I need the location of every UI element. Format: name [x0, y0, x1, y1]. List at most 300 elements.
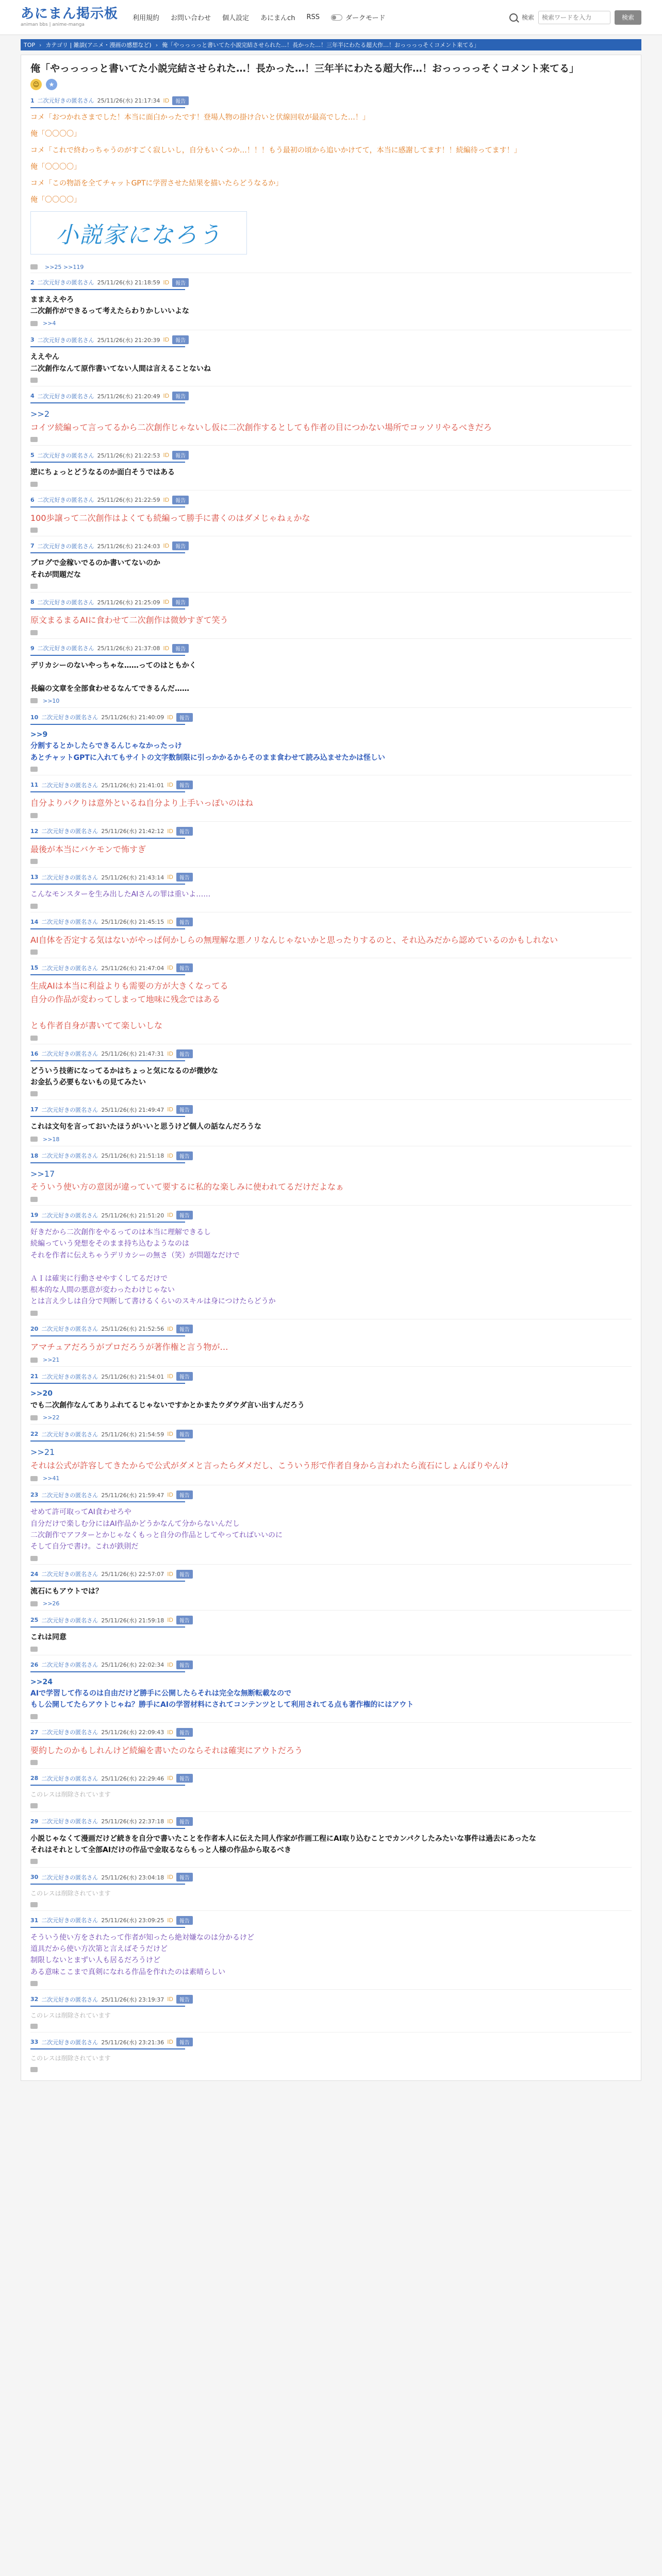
breadcrumb-separator: ›: [155, 41, 158, 48]
site-header: [0, 0, 662, 35]
post-footer: [30, 2024, 632, 2029]
post-id[interactable]: ID: [167, 1775, 173, 1782]
post-id[interactable]: ID: [163, 97, 170, 104]
post-number[interactable]: 22: [30, 1431, 39, 1438]
post-date: 25/11/26(水) 21:37:08: [97, 645, 160, 652]
post-number[interactable]: 11: [30, 782, 39, 789]
report-button[interactable]: 報告: [176, 1916, 193, 1925]
like-icon[interactable]: [30, 1358, 38, 1363]
reply-anchor[interactable]: >>2: [30, 409, 49, 419]
post-date: 25/11/26(水) 21:59:18: [101, 1617, 164, 1624]
post-date: 25/11/26(水) 21:41:01: [101, 782, 164, 789]
poster-name: 二次元好きの匿名さん: [41, 1492, 98, 1499]
post-body: >>17 そういう使い方の意図が違っていて要するに私的な楽しみに使われてるだけだよなぁ: [30, 1168, 344, 1192]
poster-name: 二次元好きの匿名さん: [41, 2039, 98, 2046]
post-body: 逆にちょっとどうなるのか面白そうではある: [30, 468, 175, 477]
post-id[interactable]: ID: [163, 645, 170, 652]
post-divider: [30, 1927, 185, 1928]
post-item: [30, 1146, 632, 1205]
post-body: AI自体を否定する気はないがやっぱ何かしらの無理解な悪ノリなんじゃないかと思ったりするのと、それ込みだから認めているのかもしれない: [30, 935, 558, 945]
thread-card: [21, 55, 641, 2081]
reply-links[interactable]: >>22: [43, 1414, 60, 1421]
post-id[interactable]: ID: [167, 1728, 173, 1736]
report-button[interactable]: 報告: [176, 918, 193, 926]
report-button[interactable]: 報告: [176, 781, 193, 789]
post-item: [30, 958, 632, 1043]
search-button[interactable]: 検索: [615, 10, 641, 25]
poster-name: 二次元好きの匿名さん: [41, 1153, 98, 1160]
like-icon[interactable]: [30, 1036, 38, 1041]
like-icon[interactable]: [30, 1859, 38, 1864]
like-icon[interactable]: [30, 1803, 38, 1808]
like-icon[interactable]: [30, 2024, 38, 2029]
poster-name: 二次元好きの匿名さん: [37, 97, 94, 105]
post-meta: [30, 1817, 632, 1826]
post-footer: [30, 698, 632, 704]
report-button[interactable]: 報告: [172, 392, 189, 400]
post-meta: [30, 781, 632, 789]
post-id[interactable]: ID: [167, 1050, 173, 1057]
post-date: 25/11/26(水) 22:57:07: [101, 1571, 164, 1578]
post-number[interactable]: 29: [30, 1818, 39, 1825]
breadcrumb-separator: ›: [39, 41, 42, 48]
like-icon[interactable]: [30, 1556, 38, 1561]
toggle-icon[interactable]: [331, 14, 342, 21]
post-id[interactable]: ID: [167, 827, 173, 835]
post-number[interactable]: 7: [30, 543, 35, 550]
post-date: 25/11/26(水) 23:21:36: [101, 2039, 164, 2046]
report-button[interactable]: 報告: [172, 451, 189, 460]
reaction-icon[interactable]: ☺: [30, 79, 42, 90]
top-nav: [133, 12, 385, 22]
poster-name: 二次元好きの匿名さん: [41, 1729, 98, 1736]
post-number[interactable]: 17: [30, 1106, 39, 1113]
post-id[interactable]: ID: [167, 1431, 173, 1438]
like-icon[interactable]: [30, 630, 38, 635]
post-date: 25/11/26(水) 21:18:59: [97, 279, 160, 286]
post-item: [30, 1768, 632, 1811]
post-number[interactable]: 24: [30, 1570, 39, 1578]
breadcrumb-category[interactable]: カテゴリ | 雑談(アニメ・漫画の感想など): [45, 42, 152, 48]
like-icon[interactable]: [30, 321, 38, 326]
post-divider: [30, 1581, 185, 1582]
post-meta: [30, 963, 632, 972]
post-number[interactable]: 21: [30, 1373, 39, 1380]
report-button[interactable]: 報告: [172, 96, 189, 105]
like-icon[interactable]: [30, 904, 38, 909]
post-footer: [30, 1197, 632, 1202]
post-id[interactable]: ID: [167, 1212, 173, 1218]
post-item: [30, 1811, 632, 1868]
post-number[interactable]: 18: [30, 1152, 39, 1159]
post-id[interactable]: ID: [167, 1570, 173, 1578]
post-footer: [30, 1600, 632, 1607]
like-icon[interactable]: [30, 1311, 38, 1316]
poster-name: 二次元好きの匿名さん: [37, 452, 94, 459]
post-meta: [30, 278, 632, 287]
like-icon[interactable]: [30, 1760, 38, 1765]
post-meta: [30, 1325, 632, 1333]
like-icon[interactable]: [30, 1902, 38, 1907]
post-date: 25/11/26(水) 22:29:46: [101, 1775, 164, 1782]
post-divider: [30, 462, 185, 463]
post-date: 25/11/26(水) 22:02:34: [101, 1662, 164, 1669]
nav-animanch[interactable]: あにまんch: [260, 14, 295, 22]
post-date: 25/11/26(水) 21:54:01: [101, 1373, 164, 1380]
post-number[interactable]: 1: [30, 97, 35, 104]
reply-links[interactable]: >>21: [43, 1357, 60, 1364]
post-footer: [30, 630, 632, 635]
post-number[interactable]: 13: [30, 874, 39, 881]
report-button[interactable]: 報告: [172, 541, 189, 550]
nav-terms[interactable]: 利用規約: [133, 14, 160, 22]
post-divider: [30, 1335, 185, 1336]
dark-mode-toggle[interactable]: [331, 12, 385, 22]
post-id[interactable]: ID: [163, 393, 170, 400]
reply-links[interactable]: >>10: [43, 697, 60, 704]
like-icon[interactable]: [30, 859, 38, 864]
post-id[interactable]: ID: [167, 1917, 173, 1924]
post-item: [30, 592, 632, 638]
post-number[interactable]: 27: [30, 1728, 39, 1736]
post-number[interactable]: 6: [30, 496, 35, 503]
report-button[interactable]: 報告: [176, 1774, 193, 1783]
report-button[interactable]: 報告: [176, 1728, 193, 1737]
post-number[interactable]: 32: [30, 1996, 39, 2003]
like-icon[interactable]: [30, 813, 38, 818]
post-divider: [30, 1884, 185, 1885]
post-id[interactable]: ID: [163, 279, 170, 286]
poster-name: 二次元好きの匿名さん: [41, 1326, 98, 1333]
like-icon[interactable]: [30, 950, 38, 955]
reply-anchor[interactable]: >>24: [30, 1677, 53, 1686]
breadcrumb-top[interactable]: TOP: [24, 41, 36, 48]
report-button[interactable]: 報告: [176, 1049, 193, 1058]
post-divider: [30, 791, 185, 792]
post-divider: [30, 107, 185, 108]
post-number[interactable]: 10: [30, 714, 39, 721]
post-date: 25/11/26(水) 23:19:37: [101, 1996, 164, 2003]
report-button[interactable]: 報告: [176, 963, 193, 972]
post-id[interactable]: ID: [167, 1325, 173, 1332]
like-icon[interactable]: [30, 264, 38, 269]
post-body: アマチュアだろうがプロだろうが著作権と言う物が…: [30, 1342, 228, 1352]
post-id[interactable]: ID: [167, 2039, 173, 2046]
post-date: 25/11/26(水) 21:43:14: [101, 874, 164, 881]
post-meta: [30, 918, 632, 926]
post-meta: [30, 2038, 632, 2046]
post-id[interactable]: ID: [167, 1492, 173, 1499]
report-button[interactable]: 報告: [172, 278, 189, 287]
poster-name: 二次元好きの匿名さん: [41, 964, 98, 972]
report-button[interactable]: 報告: [176, 1325, 193, 1333]
post-id[interactable]: ID: [167, 1874, 173, 1881]
nav-settings[interactable]: 個人設定: [222, 14, 250, 22]
like-icon[interactable]: [30, 1197, 38, 1202]
post-item: [30, 1319, 632, 1367]
poster-name: 二次元好きの匿名さん: [41, 1818, 98, 1825]
post-date: 25/11/26(水) 21:47:04: [101, 964, 164, 972]
report-button[interactable]: 報告: [176, 1151, 193, 1160]
report-button[interactable]: 報告: [172, 335, 189, 344]
post-number[interactable]: 20: [30, 1325, 39, 1332]
post-divider: [30, 552, 185, 553]
post-id[interactable]: ID: [167, 1617, 173, 1624]
post-meta: [30, 335, 632, 344]
like-icon[interactable]: [30, 698, 38, 703]
post-footer: [30, 320, 632, 327]
like-icon[interactable]: [30, 1601, 38, 1606]
poster-name: 二次元好きの匿名さん: [41, 919, 98, 926]
post-body: 流石にもアウトでは？: [30, 1587, 103, 1596]
post-meta: [30, 827, 632, 836]
post-item: [30, 1424, 632, 1485]
post-body: このレスは削除されています: [30, 2055, 111, 2062]
post-number[interactable]: 31: [30, 1917, 39, 1924]
post-body: >>21 それは公式が許容してきたからで公式がダメと言ったらダメだし、こういう形で作者自身から言われたら流石にしょんぼりやんけ: [30, 1447, 509, 1470]
post-item: [30, 536, 632, 592]
report-button[interactable]: 報告: [176, 1570, 193, 1579]
report-button[interactable]: 報告: [176, 1430, 193, 1438]
poster-name: 二次元好きの匿名さん: [37, 497, 94, 504]
post-date: 25/11/26(水) 21:47:31: [101, 1050, 164, 1058]
post-id[interactable]: ID: [167, 1661, 173, 1668]
post-id[interactable]: ID: [163, 452, 170, 459]
post-meta: [30, 1873, 632, 1882]
post-item: [30, 1655, 632, 1722]
post-number[interactable]: 8: [30, 599, 35, 606]
op-line: コメ「これで終わっちゃうのがすごく寂しいし，自分もいくつか…！！！もう最初の頃から追いかけてて，本当に感謝してます！！続編待ってます！」: [30, 146, 521, 155]
bookmark-icon[interactable]: ★: [46, 79, 57, 90]
reply-links[interactable]: >>18: [43, 1136, 60, 1143]
post-footer: [30, 1760, 632, 1765]
op-line: 俺「〇〇〇〇」: [30, 162, 81, 171]
report-button[interactable]: 報告: [176, 1995, 193, 2004]
report-button[interactable]: 報告: [176, 1211, 193, 1219]
post-meta: [30, 1616, 632, 1624]
report-button[interactable]: 報告: [172, 644, 189, 653]
like-icon[interactable]: [30, 2067, 38, 2072]
poster-name: 二次元好きの匿名さん: [41, 714, 98, 721]
post-number[interactable]: 25: [30, 1617, 39, 1624]
post-footer: [30, 2067, 632, 2072]
like-icon[interactable]: [30, 1137, 38, 1142]
report-button[interactable]: 報告: [176, 1105, 193, 1114]
post-number[interactable]: 26: [30, 1661, 39, 1668]
post-item: [30, 386, 632, 445]
like-icon[interactable]: [30, 1647, 38, 1652]
op-body: [30, 112, 632, 206]
post-divider: [30, 1060, 185, 1061]
post-divider: [30, 1116, 185, 1117]
like-icon[interactable]: [30, 378, 38, 383]
post-id[interactable]: ID: [167, 1996, 173, 2003]
post-list: [30, 273, 632, 2075]
post-divider: [30, 1785, 185, 1786]
post-id[interactable]: ID: [163, 599, 170, 606]
post-divider: [30, 1383, 185, 1384]
post-footer: [30, 1036, 632, 1041]
post-item: [30, 1366, 632, 1424]
post-item: [30, 490, 632, 536]
post-meta: [30, 873, 632, 882]
report-button[interactable]: 報告: [176, 1372, 193, 1381]
reply-anchor[interactable]: >>17: [30, 1168, 55, 1179]
poster-name: 二次元好きの匿名さん: [37, 645, 94, 652]
report-button[interactable]: 報告: [176, 2038, 193, 2046]
post-date: 25/11/26(水) 23:09:25: [101, 1917, 164, 1924]
post-footer: [30, 1803, 632, 1808]
poster-name: 二次元好きの匿名さん: [41, 1571, 98, 1578]
poster-name: 二次元好きの匿名さん: [37, 393, 94, 400]
post-number[interactable]: 28: [30, 1775, 39, 1782]
like-icon[interactable]: [30, 767, 38, 772]
poster-name: 二次元好きの匿名さん: [37, 336, 94, 344]
report-button[interactable]: 報告: [176, 1817, 193, 1826]
post-meta: [30, 1105, 632, 1114]
post-body: 原文まるまるAIに食わせて二次創作は微妙すぎて笑う: [30, 615, 228, 625]
reply-anchor[interactable]: >>9: [30, 730, 48, 739]
op-footer: [30, 264, 632, 270]
post-number[interactable]: 4: [30, 393, 35, 400]
search-input[interactable]: [538, 11, 610, 24]
post-body: どういう技術になってるかはちょっと気になるのが微妙な お金払う必要もないもの見てみたい: [30, 1066, 218, 1087]
post-meta: [30, 598, 632, 606]
post-id[interactable]: ID: [167, 1106, 173, 1113]
post-footer: [30, 1556, 632, 1561]
post-id[interactable]: ID: [163, 496, 170, 503]
post-meta: [30, 1490, 632, 1499]
post-footer: [30, 482, 632, 487]
op-line: 俺「〇〇〇〇」: [30, 195, 81, 204]
post-date: 25/11/26(水) 21:20:49: [97, 393, 160, 400]
post-number[interactable]: 12: [30, 827, 39, 835]
op-meta: [30, 96, 632, 105]
post-meta: [30, 451, 632, 460]
post-id[interactable]: ID: [167, 1373, 173, 1380]
post-id[interactable]: ID: [167, 714, 173, 721]
post-number[interactable]: 33: [30, 2039, 39, 2046]
like-icon[interactable]: [30, 437, 38, 442]
post-number[interactable]: 19: [30, 1212, 39, 1218]
report-button[interactable]: 報告: [176, 1616, 193, 1624]
post-body: 生成AIは本当に利益よりも需要の方が大きくなってる 自分の作品が変わってしまって地味に残念ではある とも作者自身が書いてて楽しいしな: [30, 981, 228, 1031]
post-divider: [30, 2006, 185, 2007]
post-divider: [30, 1222, 185, 1223]
post-meta: [30, 1660, 632, 1669]
post-body: これは同意: [30, 1633, 67, 1642]
post-id[interactable]: ID: [167, 918, 173, 925]
report-button[interactable]: 報告: [176, 1660, 193, 1669]
poster-name: 二次元好きの匿名さん: [41, 1050, 98, 1058]
post-divider: [30, 884, 185, 885]
report-button[interactable]: 報告: [172, 496, 189, 504]
post-body: >>2 コイツ続編って言ってるから二次創作じゃないし仮に二次創作するとしても作者の目につかない場所でコッソリやるべきだろ: [30, 409, 492, 432]
post-body: ままええやろ 二次創作ができるって考えたらわりかしいいよな: [30, 295, 189, 316]
post-footer: [30, 1714, 632, 1719]
reply-links[interactable]: >>4: [43, 320, 56, 327]
post-id[interactable]: ID: [163, 336, 170, 344]
nav-rss[interactable]: RSS: [306, 13, 320, 21]
report-button[interactable]: 報告: [176, 1490, 193, 1499]
post-id[interactable]: ID: [163, 543, 170, 550]
report-button[interactable]: 報告: [176, 873, 193, 882]
post-number[interactable]: 2: [30, 279, 35, 286]
like-icon[interactable]: [30, 1476, 38, 1481]
post-id[interactable]: ID: [167, 1152, 173, 1159]
post-meta: [30, 1151, 632, 1160]
nav-contact[interactable]: お問い合わせ: [171, 14, 211, 22]
logo-text: あにまん掲示板: [21, 6, 119, 22]
narou-banner-text: 小説家になろう: [56, 222, 222, 248]
post-footer: [30, 1311, 632, 1316]
reply-anchor[interactable]: >>20: [30, 1389, 53, 1398]
post-id[interactable]: ID: [167, 1818, 173, 1825]
post-number[interactable]: 15: [30, 964, 39, 972]
thread-title: 俺「やっっっっと書いてた小説完結させられた…！長かった…！三年半にわたる超大作…！おっっっっそくコメント来てる」: [30, 63, 580, 74]
post-number[interactable]: 16: [30, 1050, 39, 1057]
post-date: 25/11/26(水) 21:24:03: [97, 543, 160, 550]
poster-name: 二次元好きの匿名さん: [41, 1917, 98, 1924]
post-body: >>20 でも二次創作なんてありふれてるじゃないですかとかまたウダウダ言い出すんだろう: [30, 1389, 305, 1410]
like-icon[interactable]: [30, 1415, 38, 1420]
like-icon[interactable]: [30, 584, 38, 589]
report-button[interactable]: 報告: [176, 827, 193, 836]
report-button[interactable]: 報告: [176, 1873, 193, 1882]
post-footer: [30, 584, 632, 589]
reply-links[interactable]: >>26: [43, 1600, 60, 1607]
post-divider: [30, 1501, 185, 1502]
post-date: 25/11/26(水) 21:17:34: [97, 97, 160, 105]
like-icon[interactable]: [30, 1091, 38, 1096]
poster-name: 二次元好きの匿名さん: [37, 599, 94, 606]
reply-links[interactable]: >>41: [43, 1475, 60, 1482]
post-meta: [30, 1430, 632, 1438]
narou-banner[interactable]: [30, 211, 247, 255]
post-number[interactable]: 30: [30, 1874, 39, 1881]
site-logo[interactable]: [21, 7, 118, 27]
post-footer: [30, 859, 632, 864]
like-icon[interactable]: [30, 1981, 38, 1986]
post-item: [30, 1910, 632, 1990]
post-id[interactable]: ID: [167, 964, 173, 972]
report-button[interactable]: 報告: [172, 598, 189, 606]
post-meta: [30, 1211, 632, 1219]
post-number[interactable]: 9: [30, 645, 35, 652]
post-item: [30, 445, 632, 489]
poster-name: 二次元好きの匿名さん: [37, 279, 94, 286]
post-meta: [30, 1774, 632, 1783]
reply-links[interactable]: >>25 >>119: [45, 263, 84, 270]
post-footer: [30, 378, 632, 383]
post-footer: [30, 1902, 632, 1907]
like-icon[interactable]: [30, 528, 38, 533]
post-item: [30, 273, 632, 330]
post-date: 25/11/26(水) 21:54:59: [101, 1431, 164, 1438]
post-body: せめて許可取ってAI食わせろや 自分だけで楽しむ分にはAI作品かどうかなんて分からないんだし 二次創作でアフターとかじゃなくもっと自分の作品としてやってればいいのに そして自分で書け。これが鉄則だ: [30, 1508, 283, 1551]
reply-anchor[interactable]: >>21: [30, 1447, 55, 1458]
post-number[interactable]: 14: [30, 918, 39, 925]
like-icon[interactable]: [30, 1714, 38, 1719]
report-button[interactable]: 報告: [176, 713, 193, 722]
post-id[interactable]: ID: [167, 874, 173, 881]
post-number[interactable]: 3: [30, 336, 35, 344]
poster-name: 二次元好きの匿名さん: [41, 874, 98, 881]
post-number[interactable]: 23: [30, 1492, 39, 1499]
post-number[interactable]: 5: [30, 452, 35, 459]
post-id[interactable]: ID: [167, 782, 173, 789]
like-icon[interactable]: [30, 482, 38, 487]
